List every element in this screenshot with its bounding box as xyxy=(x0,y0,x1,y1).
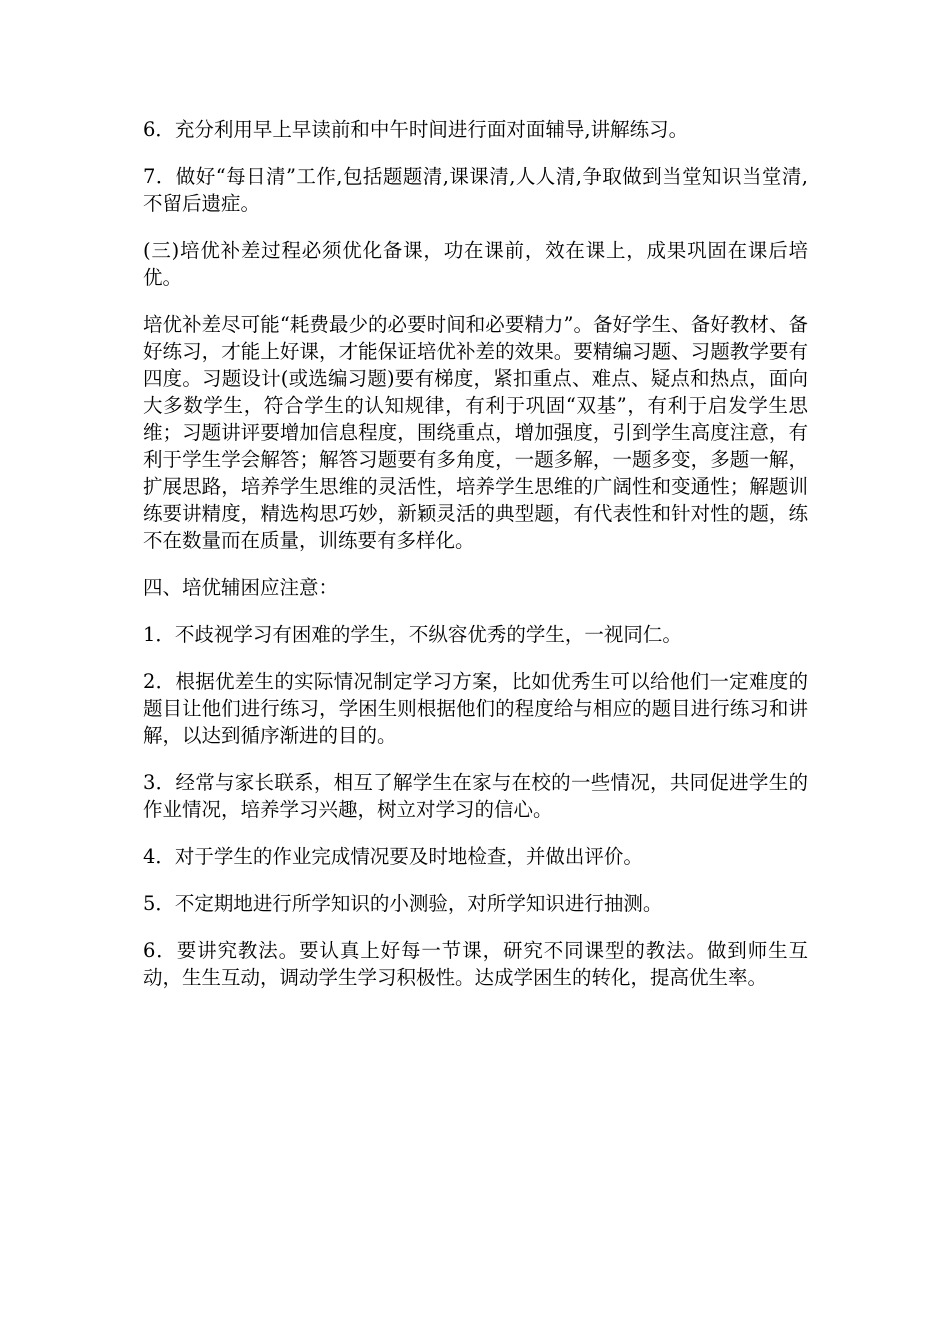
section-4-heading: 四、培优辅困应注意： xyxy=(143,576,339,599)
paragraph-note-3: 3．经常与家长联系，相互了解学生在家与在校的一些情况，共同促进学生的作业情况，培养学习兴趣，树立对学习的信心。 xyxy=(143,771,808,821)
document-page xyxy=(143,116,808,1011)
paragraph-note-2: 2．根据优差生的实际情况制定学习方案，比如优秀生可以给他们一定难度的题目让他们进行练习，学困生则根据他们的程度给与相应的题目进行练习和讲解，以达到循序渐进的目的。 xyxy=(143,670,808,747)
paragraph-note-1: 1．不歧视学习有困难的学生，不纵容优秀的学生，一视同仁。 xyxy=(143,623,682,646)
paragraph-note-6: 6．要讲究教法。要认真上好每一节课，研究不同课型的教法。做到师生互动，生生互动，调动学生学习积极性。达成学困生的转化，提高优生率。 xyxy=(143,939,808,989)
paragraph-item-6-tutoring: 6．充分利用早上早读前和中午时间进行面对面辅导,讲解练习。 xyxy=(143,118,689,141)
paragraph-section-3-heading: (三)培优补差过程必须优化备课，功在课前，效在课上，成果巩固在课后培优。 xyxy=(143,239,808,289)
paragraph-note-5: 5．不定期地进行所学知识的小测验，对所学知识进行抽测。 xyxy=(143,892,663,915)
paragraph-lesson-prep-body: 培优补差尽可能“耗费最少的必要时间和必要精力”。备好学生、备好教材、备好练习，才能上好课，才能保证培优补差的效果。要精编习题、习题教学要有四度。习题设计(或选编习题)要有梯度，紧扣重点、难点、疑点和热点，面向大多数学生，符合学生的认知规律，有利于巩固“双基”，有利于启发学生思维；习题讲评要增加信息程度，围绕重点，增加强度，引到学生高度注意，有利于学生学会解答；解答习题要有多角度，一题多解，一题多变，多题一解，扩展思路，培养学生思维的灵活性，培养学生思维的广阔性和变通性；解题训练要讲精度，精选构思巧妙，新颖灵活的典型题，有代表性和针对性的题，练不在数量而在质量，训练要有多样化。 xyxy=(143,313,808,552)
paragraph-note-4: 4．对于学生的作业完成情况要及时地检查，并做出评价。 xyxy=(143,845,643,868)
paragraph-item-7-daily-clear: 7．做好“每日清”工作,包括题题清,课课清,人人清,争取做到当堂知识当堂清,不留后遗症。 xyxy=(143,165,808,215)
